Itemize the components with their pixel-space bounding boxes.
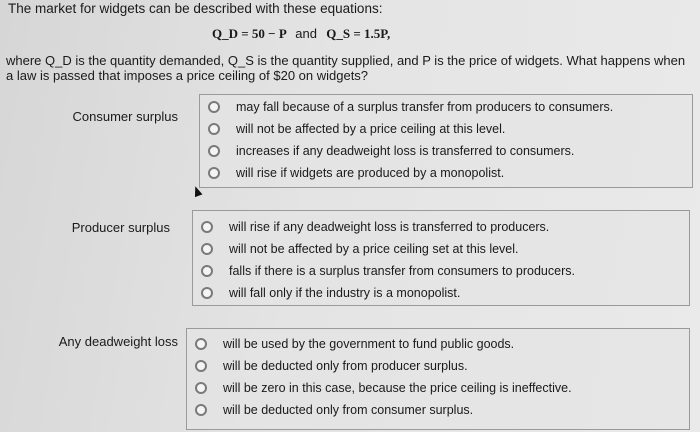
- radio-button[interactable]: [208, 167, 220, 179]
- answer-box-producer-surplus: [192, 210, 690, 306]
- option-producer-3[interactable]: [201, 260, 575, 282]
- option-deadweight-1[interactable]: [195, 333, 514, 355]
- option-label: will be deducted only from producer surplus.: [223, 359, 468, 373]
- option-label: will be zero in this case, because the price ceiling is ineffective.: [223, 381, 572, 395]
- option-deadweight-3[interactable]: [195, 377, 572, 399]
- radio-button[interactable]: [201, 265, 213, 277]
- radio-button[interactable]: [208, 101, 220, 113]
- option-deadweight-4[interactable]: [195, 399, 473, 421]
- option-consumer-4[interactable]: [208, 162, 504, 184]
- option-label: will fall only if the industry is a monopolist.: [229, 286, 461, 300]
- radio-button[interactable]: [201, 243, 213, 255]
- radio-button[interactable]: [208, 123, 220, 135]
- radio-button[interactable]: [201, 287, 213, 299]
- demand-equation: Q_D = 50 − P: [212, 26, 287, 41]
- option-label: may fall because of a surplus transfer from producers to consumers.: [236, 100, 614, 114]
- intro-text: The market for widgets can be described with these equations:: [8, 1, 383, 16]
- option-consumer-1[interactable]: [208, 96, 613, 118]
- radio-button[interactable]: [208, 145, 220, 157]
- question-text: where Q_D is the quantity demanded, Q_S is the quantity supplied, and P is the price of widgets. What happens when a law is passed that imposes a price ceiling of $20 on widgets?: [6, 53, 686, 83]
- group-label-deadweight-loss: Any deadweight loss: [58, 334, 178, 349]
- option-label: falls if there is a surplus transfer from consumers to producers.: [229, 264, 575, 278]
- option-consumer-3[interactable]: [208, 140, 574, 162]
- option-label: will rise if widgets are produced by a monopolist.: [236, 166, 505, 180]
- radio-button[interactable]: [195, 382, 207, 394]
- option-label: will rise if any deadweight loss is transferred to producers.: [229, 220, 550, 234]
- group-label-consumer-surplus: Consumer surplus: [72, 109, 178, 124]
- equation-and: and: [295, 26, 317, 41]
- option-label: increases if any deadweight loss is transferred to consumers.: [236, 144, 575, 158]
- option-label: will not be affected by a price ceiling set at this level.: [229, 242, 519, 256]
- group-label-producer-surplus: Producer surplus: [71, 220, 170, 235]
- radio-button[interactable]: [195, 360, 207, 372]
- option-label: will be deducted only from consumer surplus.: [223, 403, 474, 417]
- option-producer-2[interactable]: [201, 238, 519, 260]
- equations: [212, 26, 390, 42]
- option-consumer-2[interactable]: [208, 118, 505, 140]
- radio-button[interactable]: [195, 338, 207, 350]
- radio-button[interactable]: [201, 221, 213, 233]
- supply-equation: Q_S = 1.5P,: [326, 26, 391, 41]
- option-label: will be used by the government to fund public goods.: [223, 337, 515, 351]
- radio-button[interactable]: [195, 404, 207, 416]
- option-producer-4[interactable]: [201, 282, 460, 304]
- answer-box-deadweight-loss: [186, 328, 690, 430]
- option-deadweight-2[interactable]: [195, 355, 468, 377]
- option-producer-1[interactable]: [201, 216, 549, 238]
- answer-box-consumer-surplus: [199, 94, 693, 188]
- option-label: will not be affected by a price ceiling at this level.: [236, 122, 506, 136]
